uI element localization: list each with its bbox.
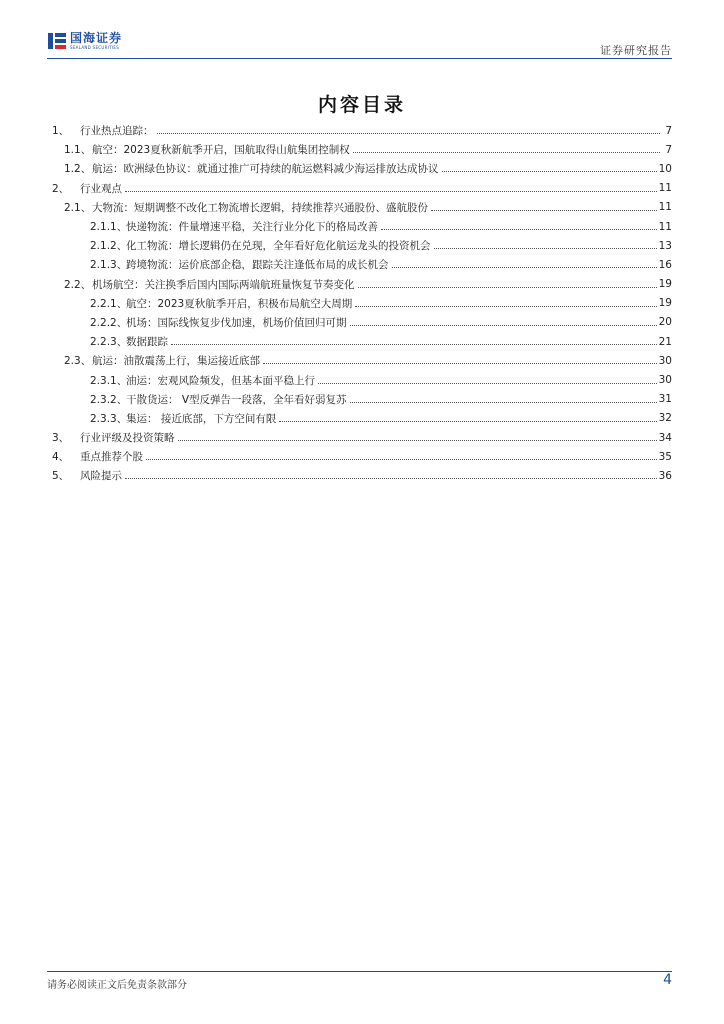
toc-entry-page: 19 bbox=[658, 278, 672, 291]
toc-entry-title: 航空：2023夏秋新航季开启，国航取得山航集团控制权 bbox=[92, 144, 350, 157]
toc-entry[interactable] bbox=[47, 447, 672, 466]
toc-entry-title: 油运：宏观风险频发，但基本面平稳上行 bbox=[126, 374, 315, 387]
logo-chinese-name: 国海证券 bbox=[70, 30, 123, 45]
toc-entry-number: 1、 bbox=[52, 125, 70, 138]
toc-entry-number: 2.3.1、 bbox=[90, 374, 128, 387]
toc-entry[interactable] bbox=[47, 428, 672, 447]
footer-divider bbox=[47, 971, 672, 972]
toc-entry-page: 36 bbox=[658, 469, 672, 482]
toc-dot-leader bbox=[355, 306, 656, 307]
toc-entry-number: 3、 bbox=[52, 432, 70, 445]
toc-entry-number: 2.1.2、 bbox=[90, 240, 128, 253]
toc-dot-leader bbox=[442, 171, 657, 172]
toc-entry[interactable] bbox=[47, 140, 672, 159]
table-of-contents bbox=[47, 121, 672, 486]
toc-entry-page: 7 bbox=[665, 143, 672, 156]
logo-english-name: SEALAND SECURITIES bbox=[70, 44, 120, 50]
toc-dot-leader bbox=[350, 325, 657, 326]
toc-dot-leader bbox=[279, 421, 656, 422]
toc-dot-leader bbox=[263, 363, 657, 364]
sealand-logo-icon bbox=[47, 31, 67, 51]
toc-dot-leader bbox=[125, 478, 657, 479]
toc-entry-page: 11 bbox=[658, 220, 672, 233]
company-logo bbox=[47, 31, 122, 51]
toc-entry-title: 机场航空：关注换季后国内国际两端航班量恢复节奏变化 bbox=[92, 278, 355, 291]
toc-entry-number: 2.2.2、 bbox=[90, 316, 128, 329]
toc-entry-number: 1.2、 bbox=[64, 163, 92, 176]
toc-entry-number: 2.2、 bbox=[64, 278, 92, 291]
toc-dot-leader bbox=[353, 152, 660, 153]
toc-entry-page: 13 bbox=[658, 239, 672, 252]
toc-entry-number: 2.2.3、 bbox=[90, 336, 128, 349]
toc-entry-page: 31 bbox=[658, 393, 672, 406]
toc-entry[interactable] bbox=[47, 217, 672, 236]
toc-entry-title: 大物流：短期调整不改化工物流增长逻辑，持续推荐兴通股份、盛航股份 bbox=[92, 201, 428, 214]
toc-entry[interactable] bbox=[47, 236, 672, 255]
toc-entry-title: 化工物流：增长逻辑仍在兑现，全年看好危化航运龙头的投资机会 bbox=[126, 240, 431, 253]
disclaimer-note: 请务必阅读正文后免责条款部分 bbox=[47, 980, 187, 991]
toc-dot-leader bbox=[381, 229, 657, 230]
toc-entry-page: 30 bbox=[658, 374, 672, 387]
toc-entry-page: 16 bbox=[658, 258, 672, 271]
toc-entry-title: 数据跟踪 bbox=[126, 336, 168, 349]
toc-entry-number: 2.3.2、 bbox=[90, 393, 128, 406]
toc-entry[interactable] bbox=[47, 159, 672, 178]
toc-entry-number: 1.1、 bbox=[64, 144, 92, 157]
toc-entry-page: 10 bbox=[658, 162, 672, 175]
toc-entry-title: 航空：2023夏秋航季开启，积极布局航空大周期 bbox=[126, 297, 353, 310]
toc-entry-number: 2.1、 bbox=[64, 201, 92, 214]
toc-dot-leader bbox=[431, 210, 657, 211]
toc-entry-page: 7 bbox=[665, 124, 672, 137]
toc-entry-title: 航运：油散震荡上行，集运接近底部 bbox=[92, 355, 260, 368]
toc-entry[interactable] bbox=[47, 121, 672, 140]
toc-dot-leader bbox=[392, 267, 657, 268]
toc-entry-page: 30 bbox=[658, 354, 672, 367]
toc-entry-title: 干散货运： V型反弹告一段落，全年看好弱复苏 bbox=[126, 393, 347, 406]
page-header bbox=[47, 28, 672, 58]
toc-entry[interactable] bbox=[47, 332, 672, 351]
toc-entry-number: 2.1.3、 bbox=[90, 259, 128, 272]
toc-entry-page: 35 bbox=[658, 450, 672, 463]
toc-dot-leader bbox=[125, 191, 657, 192]
toc-dot-leader bbox=[350, 402, 657, 403]
toc-dot-leader bbox=[178, 440, 657, 441]
toc-entry[interactable] bbox=[47, 409, 672, 428]
toc-entry-number: 4、 bbox=[52, 451, 70, 464]
toc-dot-leader bbox=[171, 344, 657, 345]
toc-entry[interactable] bbox=[47, 275, 672, 294]
toc-entry-page: 34 bbox=[658, 431, 672, 444]
toc-entry-title: 行业评级及投资策略 bbox=[80, 432, 175, 445]
toc-entry-page: 20 bbox=[658, 316, 672, 329]
report-type-label: 证券研究报告 bbox=[600, 44, 672, 57]
page-number: 4 bbox=[663, 972, 672, 988]
toc-entry[interactable] bbox=[47, 294, 672, 313]
toc-entry-title: 重点推荐个股 bbox=[80, 451, 143, 464]
toc-entry-number: 2.2.1、 bbox=[90, 297, 128, 310]
toc-entry-title: 行业热点追踪： bbox=[80, 125, 154, 138]
toc-entry-number: 2.3.3、 bbox=[90, 412, 128, 425]
toc-entry-title: 快递物流：件量增速平稳，关注行业分化下的格局改善 bbox=[126, 221, 378, 234]
toc-entry[interactable] bbox=[47, 370, 672, 389]
toc-entry[interactable] bbox=[47, 466, 672, 485]
toc-entry[interactable] bbox=[47, 351, 672, 370]
toc-entry-title: 集运： 接近底部，下方空间有限 bbox=[126, 412, 277, 425]
toc-title: 内容目录 bbox=[317, 94, 406, 116]
toc-entry-title: 机场：国际线恢复步伐加速，机场价值回归可期 bbox=[126, 316, 347, 329]
toc-entry-number: 2、 bbox=[52, 182, 70, 195]
toc-entry[interactable] bbox=[47, 198, 672, 217]
toc-entry-number: 2.3、 bbox=[64, 355, 92, 368]
toc-entry-page: 11 bbox=[658, 182, 672, 195]
toc-entry[interactable] bbox=[47, 390, 672, 409]
toc-entry-page: 32 bbox=[658, 412, 672, 425]
toc-entry-title: 风险提示 bbox=[80, 470, 122, 483]
toc-entry[interactable] bbox=[47, 313, 672, 332]
toc-dot-leader bbox=[358, 287, 657, 288]
toc-entry-page: 19 bbox=[658, 297, 672, 310]
toc-entry-number: 2.1.1、 bbox=[90, 221, 128, 234]
toc-entry-title: 行业观点 bbox=[80, 182, 122, 195]
toc-dot-leader bbox=[434, 248, 657, 249]
toc-entry-number: 5、 bbox=[52, 470, 70, 483]
toc-entry-page: 21 bbox=[658, 335, 672, 348]
toc-entry[interactable] bbox=[47, 179, 672, 198]
toc-entry[interactable] bbox=[47, 255, 672, 274]
toc-dot-leader bbox=[146, 459, 657, 460]
toc-entry-title: 航运：欧洲绿色协议：就通过推广可持续的航运燃料减少海运排放达成协议 bbox=[92, 163, 439, 176]
toc-dot-leader bbox=[157, 133, 661, 134]
toc-entry-title: 跨境物流：运价底部企稳，跟踪关注逢低布局的成长机会 bbox=[126, 259, 389, 272]
toc-dot-leader bbox=[318, 383, 657, 384]
header-divider bbox=[47, 58, 672, 59]
toc-entry-page: 11 bbox=[658, 201, 672, 214]
